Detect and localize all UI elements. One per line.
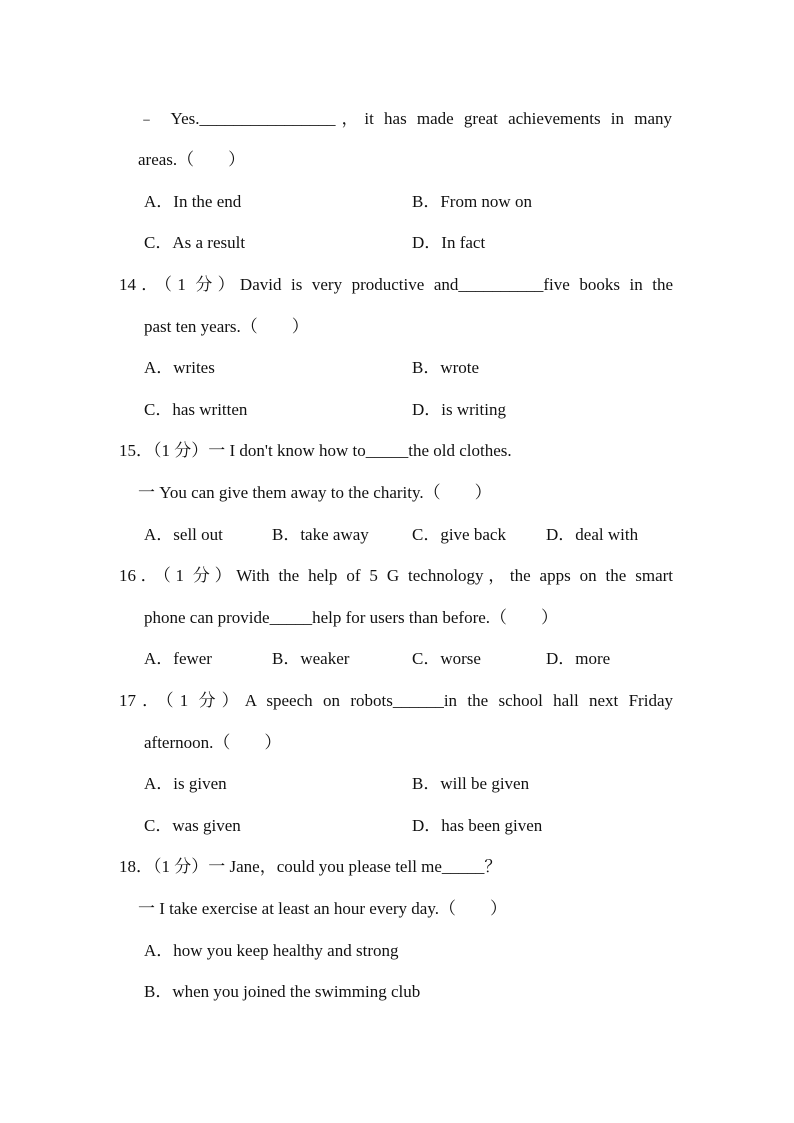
q15-option-a: A．sell out [144, 525, 223, 544]
q13-option-c: C．As a result [144, 233, 246, 252]
q16-line-1: 16．（1 分）With the help of 5 G technology，the apps on the smart [119, 566, 673, 585]
q14-option-d: D．is writing [412, 400, 506, 419]
q17-option-d: D．has been given [412, 816, 543, 835]
q16-option-b: B．weaker [272, 649, 350, 668]
q15-line-2: 一 You can give them away to the charity.（ ） [138, 483, 492, 502]
q17-option-c: C．was given [144, 816, 241, 835]
q17-line-1: 17．（1 分）A speech on robots______in the school hall next Friday [119, 691, 673, 710]
q17-line-2: afternoon.（ ） [144, 733, 282, 752]
q18-line-2: 一 I take exercise at least an hour every day.（ ） [138, 899, 507, 918]
q13-option-a: A．In the end [144, 192, 242, 211]
q15-option-d: D．deal with [546, 525, 639, 544]
q15-option-b: B．take away [272, 525, 369, 544]
q15-option-c: C．give back [412, 525, 506, 544]
q15-line-1: 15．（1 分）一 I don't know how to_____the old clothes. [119, 441, 512, 460]
q13-option-b: B．From now on [412, 192, 532, 211]
q14-option-a: A．writes [144, 358, 215, 377]
q13-option-d: D．In fact [412, 233, 486, 252]
q18-option-b: B．when you joined the swimming club [144, 982, 421, 1001]
q13-line-1: ﹣ Yes.________________，it has made great achievements in many [138, 109, 672, 128]
q16-option-c: C．worse [412, 649, 481, 668]
q14-line-1: 14．（1 分）David is very productive and__________five books in the [119, 275, 673, 294]
q17-option-a: A．is given [144, 774, 227, 793]
q18-option-a: A．how you keep healthy and strong [144, 941, 399, 960]
q14-line-2: past ten years.（ ） [144, 317, 309, 336]
q16-line-2: phone can provide_____help for users than before.（ ） [144, 608, 559, 627]
q13-line-2: areas.（ ） [138, 150, 246, 169]
q14-option-c: C．has written [144, 400, 248, 419]
q17-option-b: B．will be given [412, 774, 530, 793]
q16-option-a: A．fewer [144, 649, 212, 668]
q18-line-1: 18．（1 分）一 Jane，could you please tell me_____？ [119, 857, 502, 876]
q16-option-d: D．more [546, 649, 611, 668]
q14-option-b: B．wrote [412, 358, 480, 377]
